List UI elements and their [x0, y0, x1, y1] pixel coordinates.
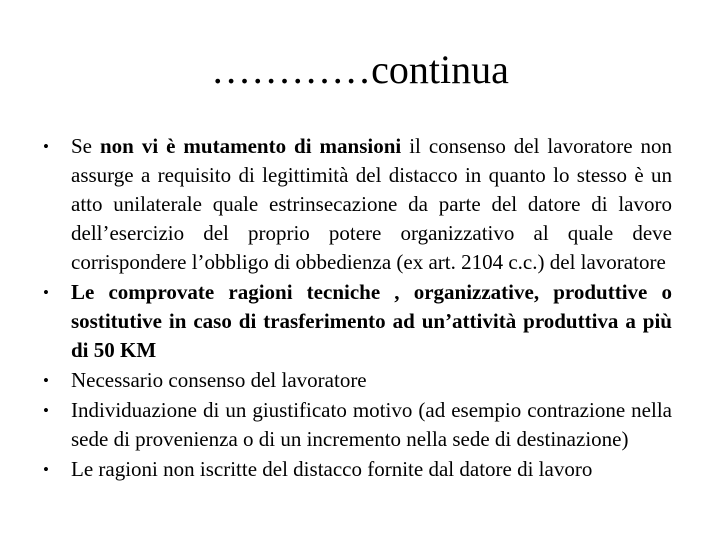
bullet-bold-text: Le comprovate ragioni tecniche , organizzative, produttive o sostitutive in caso di trasferimento ad un’attività produttiva a più di 50 KM — [71, 280, 672, 362]
bullet-list — [36, 132, 672, 485]
slide-title: …………continua — [211, 47, 509, 92]
bullet-icon: • — [43, 371, 49, 390]
bullet-item-distacco-mansioni — [36, 132, 672, 277]
bullet-item-giustificato-motivo — [36, 396, 672, 454]
bullet-text: Necessario consenso del lavoratore — [71, 368, 367, 392]
bullet-icon: • — [43, 283, 49, 302]
bullet-text: Individuazione di un giustificato motivo (ad esempio contrazione nella sede di provenienza o di un incremento nella sede di destinazione) — [71, 398, 672, 451]
bullet-item-consenso — [36, 366, 672, 395]
bullet-lead: Se — [71, 134, 100, 158]
bullet-bold-text: non vi è mutamento di mansioni — [99, 134, 402, 158]
bullet-icon: • — [43, 460, 49, 479]
bullet-item-ragioni-non-iscritte — [36, 455, 672, 484]
bullet-icon: • — [43, 401, 49, 420]
bullet-text: Le ragioni non iscritte del distacco fornite dal datore di lavoro — [71, 457, 593, 481]
bullet-item-ragioni-tecniche — [36, 278, 672, 365]
bullet-icon: • — [43, 137, 49, 156]
bullet-text: il consenso del lavoratore non assurge a requisito di legittimità del distacco in quanto lo stesso è un atto unilaterale quale estrinsecazione da parte del datore di lavoro dell’esercizio del proprio potere organizzativo al quale deve corrispondere l’obbligo di obbedienza (ex art. 2104 c.c.) del lavoratore — [71, 134, 673, 274]
